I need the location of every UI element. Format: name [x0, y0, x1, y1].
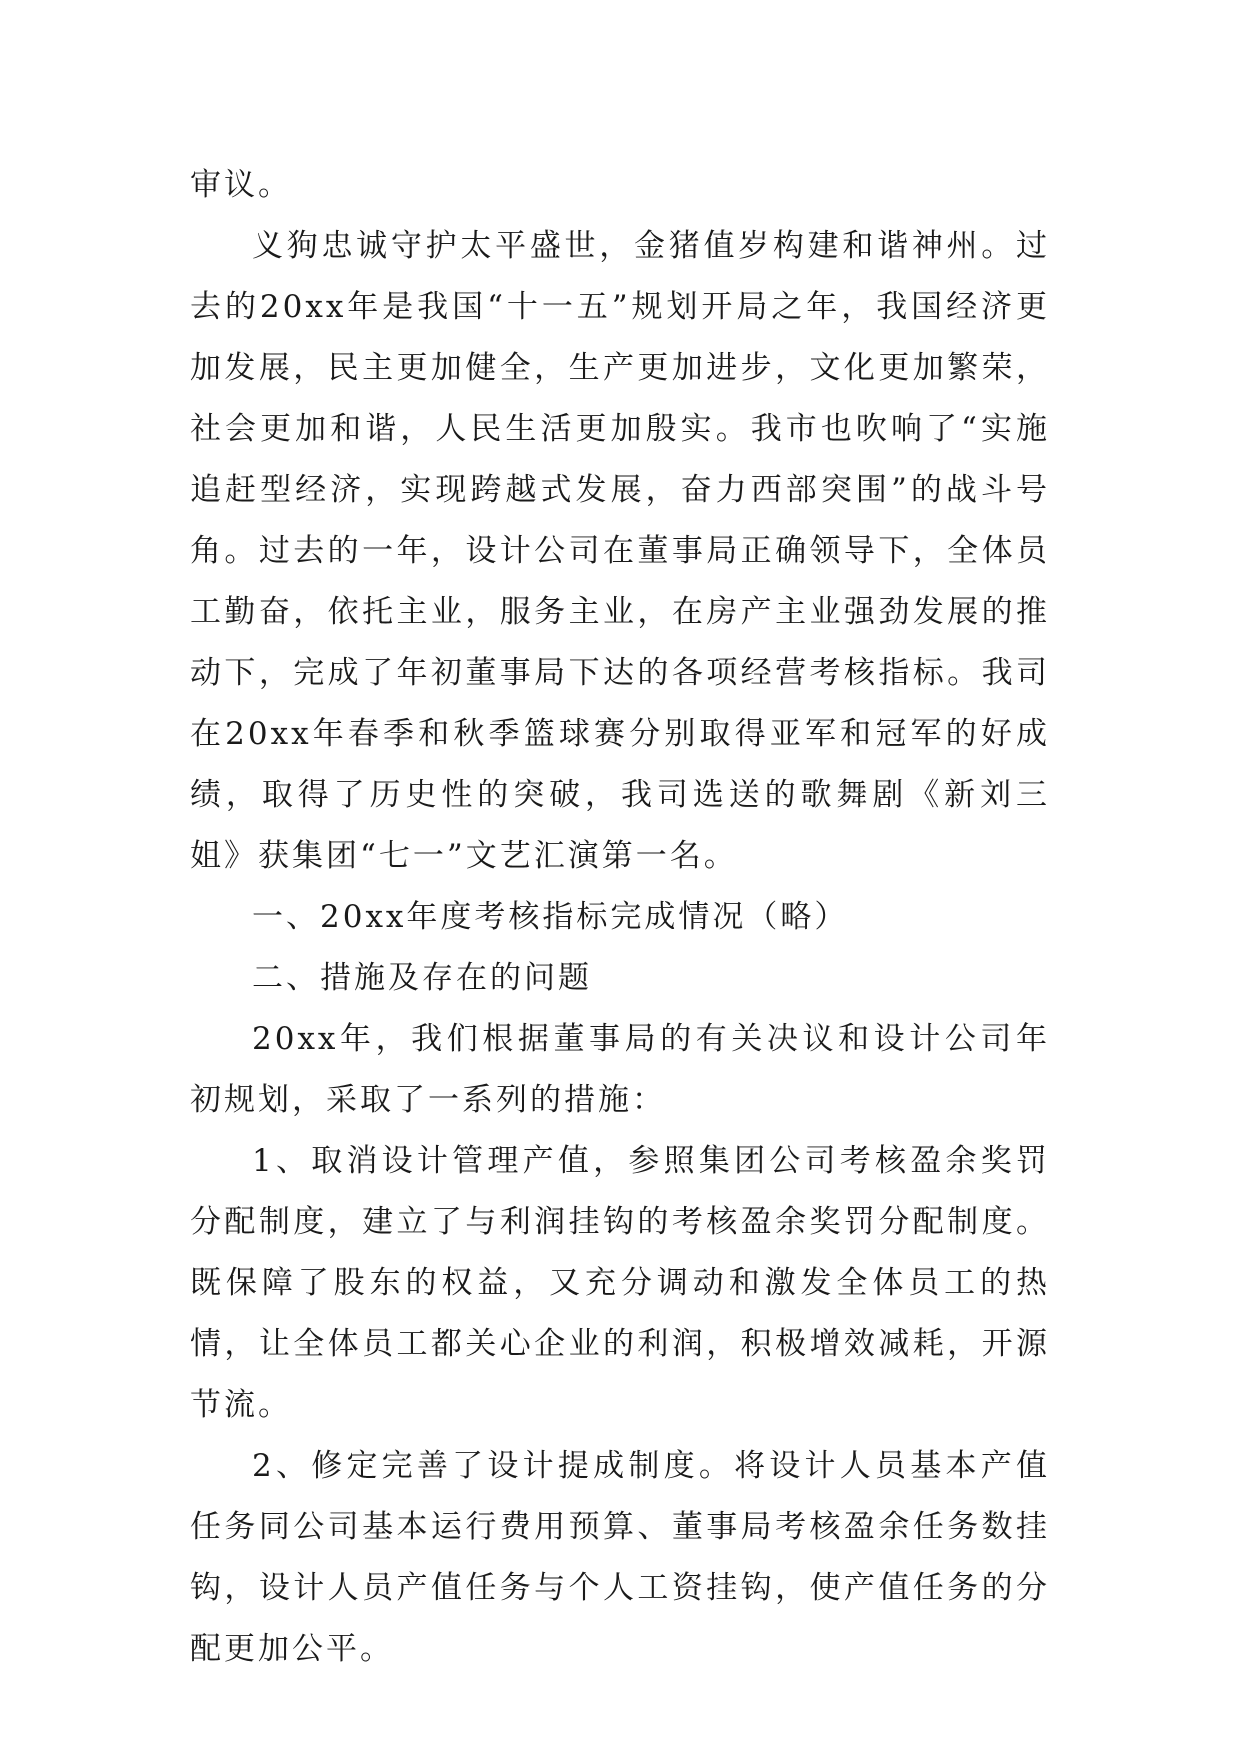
section-heading-1: 一、20xx年度考核指标完成情况（略） — [252, 899, 849, 935]
paragraph-continuation: 审议。 — [190, 167, 292, 203]
paragraph-intro: 义狗忠诚守护太平盛世，金猪值岁构建和谐神州。过去的20xx年是我国“十一五”规划开局之年，我国经济更加发展，民主更加健全，生产更加进步，文化更加繁荣，社会更加和谐，人民生活更加殷实。我市也吹响了“实施追赶型经济，实现跨越式发展，奋力西部突围”的战斗号角。过去的一年，设计公司在董事局正确领导下，全体员工勤奋，依托主业，服务主业，在房产主业强劲发展的推动下，完成了年初董事局下达的各项经营考核指标。我司在20xx年春季和秋季篮球赛分别取得亚军和冠军的好成绩，取得了历史性的突破，我司选送的歌舞剧《新刘三姐》获集团“七一”文艺汇演第一名。 — [190, 228, 1050, 874]
paragraph-measures-intro: 20xx年，我们根据董事局的有关决议和设计公司年初规划，采取了一系列的措施： — [190, 1021, 1050, 1118]
list-item-1: 1、取消设计管理产值，参照集团公司考核盈余奖罚分配制度，建立了与利润挂钩的考核盈余奖罚分配制度。既保障了股东的权益，又充分调动和激发全体员工的热情，让全体员工都关心企业的利润，积极增效减耗，开源节流。 — [190, 1143, 1050, 1423]
section-heading-2: 二、措施及存在的问题 — [252, 960, 592, 996]
document-body — [190, 155, 1050, 1680]
list-item-2: 2、修定完善了设计提成制度。将设计人员基本产值任务同公司基本运行费用预算、董事局考核盈余任务数挂钩，设计人员产值任务与个人工资挂钩，使产值任务的分配更加公平。 — [190, 1448, 1050, 1667]
